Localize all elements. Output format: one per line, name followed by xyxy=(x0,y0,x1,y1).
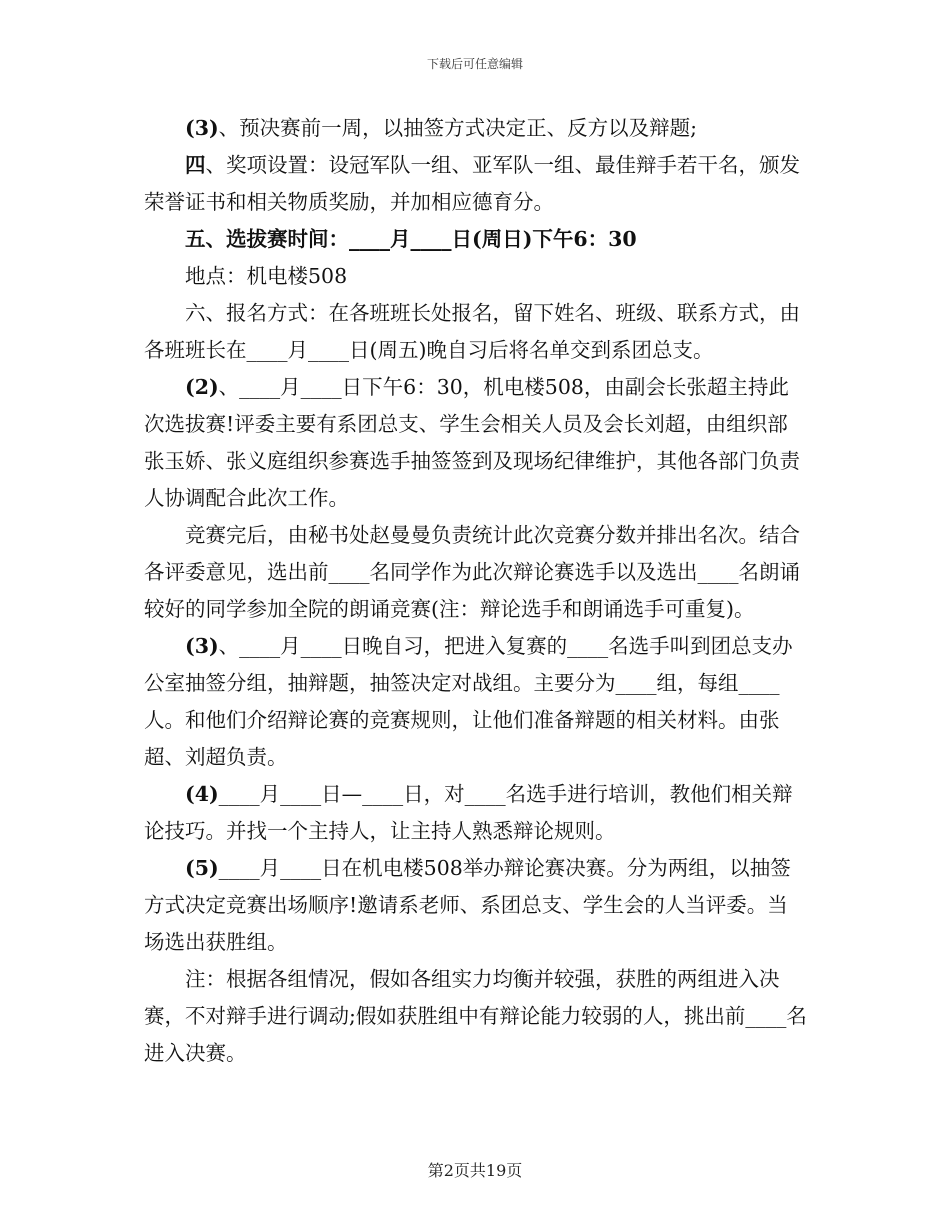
paragraph-prefinal-draw xyxy=(144,110,808,147)
paragraph-text: 注：根据各组情况，假如各组实力均衡并较强，获胜的两组进入决赛，不对辩手进行调动;假如获胜组中有辩论能力较弱的人，挑出前____名进入决赛。 xyxy=(144,967,807,1065)
paragraph-text: 、预决赛前一周，以抽签方式决定正、反方以及辩题; xyxy=(218,116,698,140)
paragraph-label: (3) xyxy=(185,116,219,140)
paragraph-label: (5) xyxy=(185,856,219,880)
paragraph-text: 、奖项设置：设冠军队一组、亚军队一组、最佳辩手若干名，颁发荣誉证书和相关物质奖励，并加相应德育分。 xyxy=(144,153,800,214)
paragraph-scoring xyxy=(144,517,808,628)
paragraph-text: ____月____日—____日，对____名选手进行培训，教他们相关辩论技巧。并找一个主持人，让主持人熟悉辩论规则。 xyxy=(144,782,793,843)
document-body xyxy=(144,110,808,1072)
paragraph-label: (3) xyxy=(185,634,219,658)
paragraph-label: 五、选拔赛时间：____月____日(周日)下午6：30 xyxy=(185,227,637,251)
paragraph-text: 竞赛完后，由秘书处赵曼曼负责统计此次竞赛分数并排出名次。结合各评委意见，选出前____名同学作为此次辩论赛选手以及选出____名朗诵较好的同学参加全院的朗诵竞赛(注：辩论选手和朗诵选手可重复)。 xyxy=(144,523,800,621)
paragraph-location xyxy=(144,258,808,295)
paragraph-label: 四 xyxy=(185,153,206,177)
paragraph-final xyxy=(144,850,808,961)
paragraph-training xyxy=(144,776,808,850)
paragraph-text: 六、报名方式：在各班班长处报名，留下姓名、班级、联系方式，由各班班长在____月____日(周五)晚自习后将名单交到系团总支。 xyxy=(144,301,800,362)
paragraph-label: (2) xyxy=(185,375,219,399)
paragraph-selection-time xyxy=(144,221,808,258)
paragraph-text: 、____月____日下午6：30，机电楼508，由副会长张超主持此次选拔赛!评委主要有系团总支、学生会相关人员及会长刘超，由组织部张玉娇、张义庭组织参赛选手抽签签到及现场纪律维护，其他各部门负责人协调配合此次工作。 xyxy=(144,375,800,510)
paragraph-text: 、____月____日晚自习，把进入复赛的____名选手叫到团总支办公室抽签分组，抽辩题，抽签决定对战组。主要分为____组，每组____人。和他们介绍辩论赛的竞赛规则，让他们准备辩题的相关材料。由张超、刘超负责。 xyxy=(144,634,793,769)
paragraph-selection-host xyxy=(144,369,808,517)
paragraph-text: 地点：机电楼508 xyxy=(185,264,348,288)
paragraph-awards xyxy=(144,147,808,221)
paragraph-note xyxy=(144,961,808,1072)
page-header: 下载后可任意编辑 xyxy=(426,57,523,71)
page-footer: 第2页共19页 xyxy=(427,1161,523,1180)
paragraph-text: ____月____日在机电楼508举办辩论赛决赛。分为两组，以抽签方式决定竞赛出场顺序!邀请系老师、系团总支、学生会的人当评委。当场选出获胜组。 xyxy=(144,856,791,954)
paragraph-semifinal-grouping xyxy=(144,628,808,776)
paragraph-registration xyxy=(144,295,808,369)
paragraph-label: (4) xyxy=(185,782,219,806)
